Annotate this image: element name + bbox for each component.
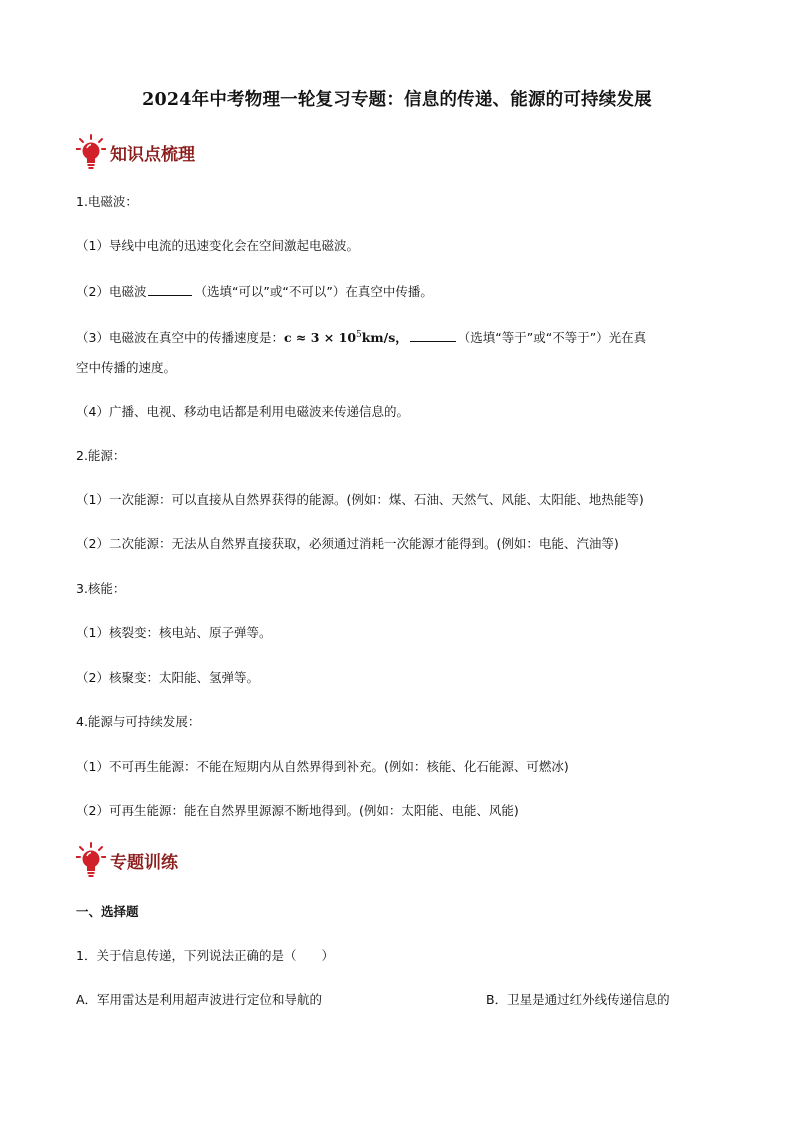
question-1-stem: 1．关于信息传递，下列说法正确的是（ ）: [76, 948, 334, 963]
question-section-heading: 一、选择题: [76, 904, 139, 919]
knowledge-item-3-1: （1）核裂变：核电站、原子弹等。: [76, 625, 272, 640]
section-knowledge-header: [76, 134, 195, 170]
knowledge-item-4-1: （1）不可再生能源：不能在短期内从自然界得到补充。(例如：核能、化石能源、可燃冰): [76, 759, 569, 774]
knowledge-item-4-2: （2）可再生能源：能在自然界里源源不断地得到。(例如：太阳能、电能、风能): [76, 803, 519, 818]
speed-formula: c ≈ 3 × 10: [283, 330, 357, 346]
section-training-header: [76, 842, 178, 878]
question-1-option-b[interactable]: B．卫星是通过红外线传递信息的: [486, 992, 670, 1007]
question-1-option-a[interactable]: A．军用雷达是利用超声波进行定位和导航的: [76, 992, 323, 1007]
text-fragment: （选填“可以”或“不可以”）在真空中传播。: [194, 284, 433, 299]
knowledge-heading-4: 4.能源与可持续发展：: [76, 714, 201, 729]
knowledge-item-3-2: （2）核聚变：太阳能、氢弹等。: [76, 670, 259, 685]
fill-blank[interactable]: [148, 282, 192, 296]
speed-unit: km/s，: [361, 330, 408, 346]
knowledge-heading-2: 2.能源：: [76, 448, 126, 463]
knowledge-item-1-1: （1）导线中电流的迅速变化会在空间激起电磁波。: [76, 238, 359, 253]
text-fragment: （3）电磁波在真空中的传播速度是：: [76, 330, 284, 346]
knowledge-item-1-4: （4）广播、电视、移动电话都是利用电磁波来传递信息的。: [76, 404, 409, 419]
speed-exponent: 5: [356, 330, 362, 340]
knowledge-item-1-2: [76, 282, 726, 301]
section-title-knowledge: 知识点梳理: [110, 144, 195, 165]
knowledge-item-1-3: [76, 320, 726, 383]
text-fragment: （选填“等于”或“不等于”）光在真: [457, 330, 647, 346]
fill-blank[interactable]: [410, 328, 456, 342]
lightbulb-icon: [76, 842, 106, 878]
question-1-options: [76, 991, 726, 1009]
knowledge-heading-3: 3.核能：: [76, 581, 126, 596]
knowledge-item-2-1: （1）一次能源：可以直接从自然界获得的能源。(例如：煤、石油、天然气、风能、太阳能、地热能等): [76, 492, 644, 507]
page-title: 2024年中考物理一轮复习专题：信息的传递、能源的可持续发展: [142, 90, 652, 110]
text-fragment: （2）电磁波: [76, 284, 147, 299]
text-fragment: 空中传播的速度。: [76, 360, 177, 376]
knowledge-item-2-2: （2）二次能源：无法从自然界直接获取，必须通过消耗一次能源才能得到。(例如：电能、汽油等): [76, 536, 619, 551]
lightbulb-icon: [76, 134, 106, 170]
section-title-training: 专题训练: [110, 852, 178, 873]
knowledge-heading-1: 1.电磁波：: [76, 194, 138, 209]
